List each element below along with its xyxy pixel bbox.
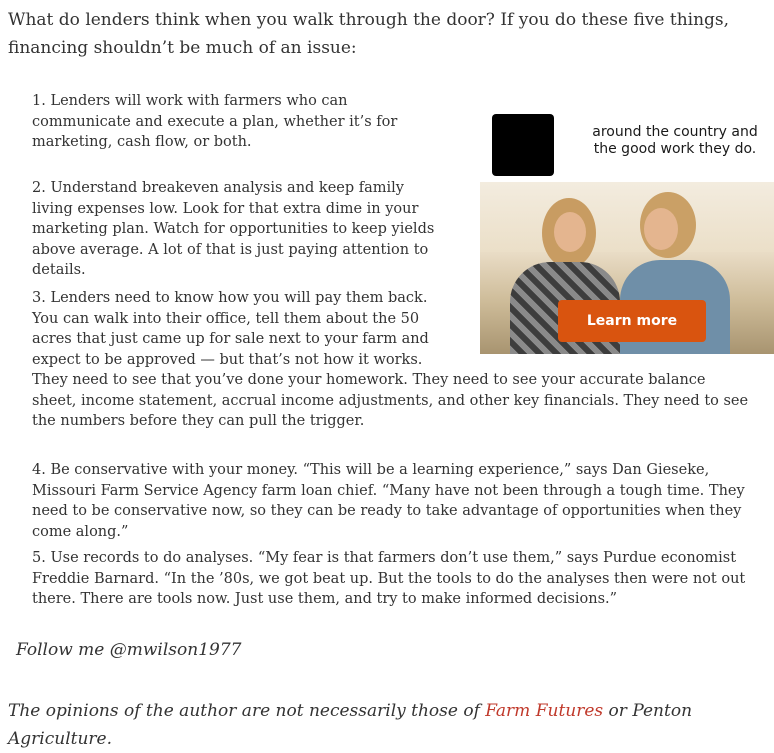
farm-futures-link[interactable]: Farm Futures: [485, 701, 604, 721]
list-item-5: 5. Use records to do analyses. “My fear is that farmers don’t use them,” says Purdue economist Freddie Barnard. “In the ’80s, we got beat up. But the tools to do the analyses then were not out there. There are tools now. Just use them, and try to make informed decisions.”: [32, 550, 746, 607]
follow-handle: Follow me @mwilson1977: [16, 640, 242, 660]
ad-text: around the country and the good work they do.: [592, 124, 758, 157]
disclaimer-text-before: The opinions of the author are not necessarily those of: [8, 701, 486, 721]
ad-logo-redacted: [492, 114, 554, 176]
disclaimer-text-after: or Penton Agriculture.: [8, 701, 693, 749]
intro-paragraph: What do lenders think when you walk through the door? If you do these five things, financing shouldn’t be much of an issue:: [8, 10, 730, 58]
disclaimer: [8, 697, 768, 753]
learn-more-button[interactable]: Learn more: [558, 300, 706, 342]
list-item-2: 2. Understand breakeven analysis and keep family living expenses low. Look for that extra dime in your marketing plan. Watch for opportunities to keep yields above average. A lot of that is just paying attention to details.: [32, 180, 435, 278]
list-item-3-text: 3. Lenders need to know how you will pay them back. You can walk into their office, tell them about the 50 acres that just came up for sale next to your farm and expect to be approved — but that’s not how it works. They need to see that you’ve done your homework. They need to see your accurate balance sheet, income statement, accrual income adjustments, and other key financials. They need to see the numbers before they can pull the trigger.: [32, 290, 749, 429]
list-item-4: 4. Be conservative with your money. “This will be a learning experience,” says Dan Gieseke, Missouri Farm Service Agency farm loan chief. “Many have not been through a tough time. They need to be conservative now, so they can be ready to take advantage of opportunities when they come along.”: [32, 462, 745, 540]
list-item-3: [32, 288, 752, 432]
list-item-1: 1. Lenders will work with farmers who can communicate and execute a plan, whether it’s for marketing, cash flow, or both.: [32, 93, 398, 150]
